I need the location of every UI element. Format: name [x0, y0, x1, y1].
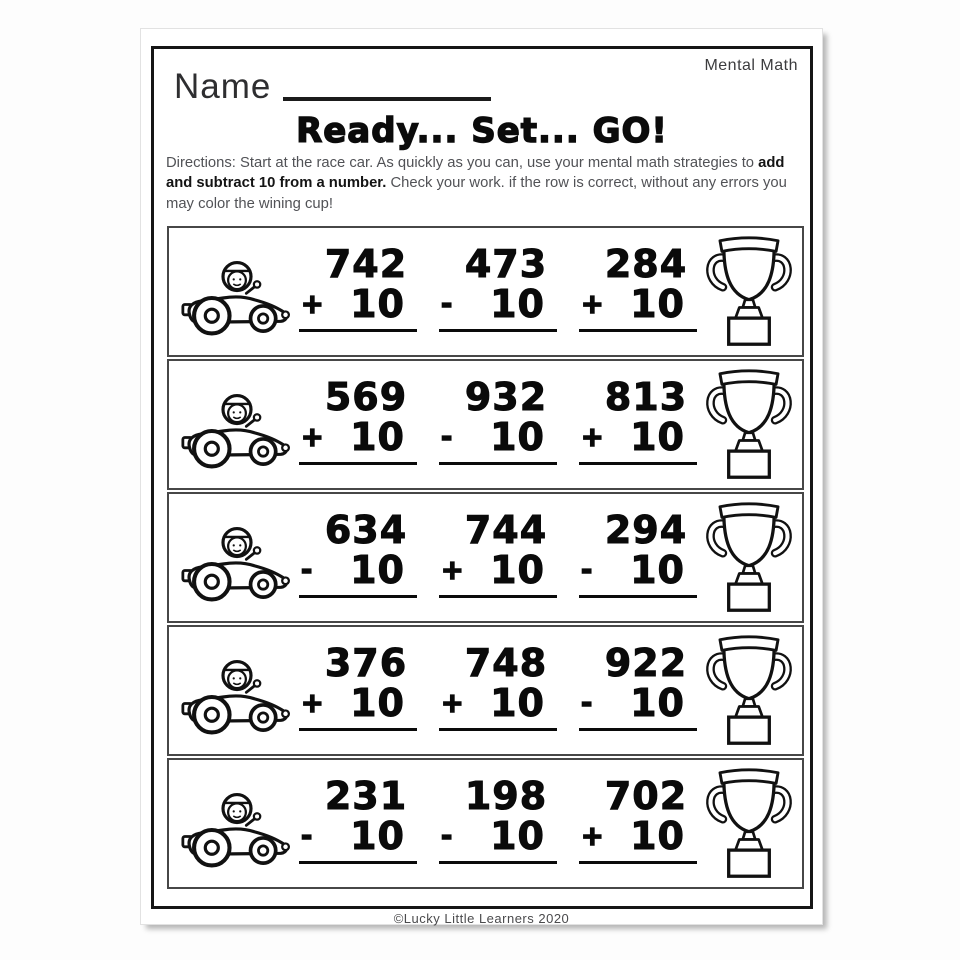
problem-operation-line: [299, 547, 417, 592]
problem-top-number: 922: [604, 640, 688, 685]
race-car-icon: [181, 788, 299, 872]
operator-sign: +: [301, 288, 324, 320]
operator-sign: -: [301, 820, 313, 852]
problem-bottom-number: 10: [350, 547, 405, 592]
problem-operation-line: [439, 281, 557, 326]
problem-bottom-number: 10: [630, 680, 685, 725]
worksheet-title: Ready... Set... GO!: [296, 111, 668, 151]
problem-top-number: 744: [464, 507, 548, 552]
answer-line[interactable]: [299, 861, 417, 864]
problem-operation-line: [439, 414, 557, 459]
answer-line[interactable]: [299, 329, 417, 332]
problem-bottom-number: 10: [490, 547, 545, 592]
math-problem: [299, 773, 417, 865]
operator-sign: +: [441, 687, 464, 719]
operator-sign: +: [441, 554, 464, 586]
race-car-icon: [181, 655, 299, 739]
directions-rest: Check your work. if the row is correct, without any errors you may color the wining cup!: [166, 175, 787, 212]
operator-sign: -: [441, 820, 453, 852]
problem-bottom-number: 10: [490, 813, 545, 858]
answer-line[interactable]: [439, 462, 557, 465]
problem-operation-line: [439, 547, 557, 592]
directions-text: [166, 153, 808, 214]
problem-row-1: [167, 226, 804, 357]
answer-line[interactable]: [299, 595, 417, 598]
math-problem: [299, 374, 417, 466]
trophy-icon[interactable]: [697, 233, 801, 351]
problem-top-number: 473: [464, 241, 548, 286]
problem-bottom-number: 10: [490, 281, 545, 326]
problem-top-number: 702: [604, 773, 688, 818]
answer-line[interactable]: [439, 595, 557, 598]
name-blank-line[interactable]: [283, 97, 491, 101]
problem-bottom-number: 10: [350, 813, 405, 858]
operator-sign: -: [581, 687, 593, 719]
math-problem: [579, 640, 697, 732]
name-row: [174, 69, 491, 104]
worksheet-border-frame: [151, 46, 813, 909]
answer-line[interactable]: [299, 462, 417, 465]
math-problem: [439, 640, 557, 732]
problem-bottom-number: 10: [350, 414, 405, 459]
math-problem: [439, 507, 557, 599]
problem-operation-line: [579, 813, 697, 858]
problem-top-number: 748: [464, 640, 548, 685]
problem-bottom-number: 10: [630, 281, 685, 326]
answer-line[interactable]: [579, 728, 697, 731]
race-car-icon: [181, 522, 299, 606]
problem-top-number: 742: [324, 241, 408, 286]
problem-group: [299, 241, 697, 333]
copyright-footer: ©Lucky Little Learners 2020: [393, 911, 570, 926]
trophy-icon[interactable]: [697, 499, 801, 617]
problem-row-4: [167, 625, 804, 756]
problem-top-number: 813: [604, 374, 688, 419]
trophy-icon[interactable]: [697, 366, 801, 484]
problem-top-number: 932: [464, 374, 548, 419]
problem-operation-line: [579, 547, 697, 592]
answer-line[interactable]: [439, 861, 557, 864]
problem-row-5: [167, 758, 804, 889]
problem-top-number: 376: [324, 640, 408, 685]
math-problem: [439, 374, 557, 466]
problem-top-number: 198: [464, 773, 548, 818]
problem-operation-line: [299, 813, 417, 858]
problem-bottom-number: 10: [350, 281, 405, 326]
math-problem: [299, 640, 417, 732]
problem-table: [167, 226, 804, 891]
operator-sign: +: [301, 687, 324, 719]
answer-line[interactable]: [439, 329, 557, 332]
problem-operation-line: [579, 281, 697, 326]
race-car-icon: [181, 389, 299, 473]
problem-row-3: [167, 492, 804, 623]
answer-line[interactable]: [579, 462, 697, 465]
problem-group: [299, 374, 697, 466]
problem-bottom-number: 10: [630, 414, 685, 459]
problem-top-number: 294: [604, 507, 688, 552]
worksheet-type-label: Mental Math: [704, 57, 798, 74]
problem-operation-line: [579, 414, 697, 459]
problem-bottom-number: 10: [490, 414, 545, 459]
operator-sign: -: [441, 421, 453, 453]
answer-line[interactable]: [579, 329, 697, 332]
answer-line[interactable]: [439, 728, 557, 731]
problem-bottom-number: 10: [350, 680, 405, 725]
math-problem: [579, 507, 697, 599]
math-problem: [579, 773, 697, 865]
operator-sign: +: [301, 421, 324, 453]
math-problem: [299, 241, 417, 333]
name-label: Name: [174, 67, 272, 106]
directions-intro: Directions: Start at the race car. As quickly as you can, use your mental math strategies to: [166, 155, 759, 171]
operator-sign: +: [581, 288, 604, 320]
problem-operation-line: [439, 680, 557, 725]
problem-top-number: 634: [324, 507, 408, 552]
worksheet-page: [140, 28, 823, 925]
problem-group: [299, 507, 697, 599]
problem-bottom-number: 10: [630, 547, 685, 592]
math-problem: [439, 241, 557, 333]
problem-operation-line: [299, 680, 417, 725]
answer-line[interactable]: [579, 861, 697, 864]
math-problem: [439, 773, 557, 865]
problem-row-2: [167, 359, 804, 490]
math-problem: [579, 241, 697, 333]
problem-operation-line: [579, 680, 697, 725]
operator-sign: -: [301, 554, 313, 586]
operator-sign: -: [581, 554, 593, 586]
math-problem: [299, 507, 417, 599]
problem-top-number: 569: [324, 374, 408, 419]
problem-group: [299, 773, 697, 865]
trophy-icon[interactable]: [697, 632, 801, 750]
answer-line[interactable]: [579, 595, 697, 598]
operator-sign: +: [581, 421, 604, 453]
problem-operation-line: [299, 414, 417, 459]
problem-operation-line: [439, 813, 557, 858]
directions-bold-phrase: add and subtract 10 from a number.: [166, 155, 785, 192]
problem-group: [299, 640, 697, 732]
problem-top-number: 231: [324, 773, 408, 818]
operator-sign: +: [581, 820, 604, 852]
problem-operation-line: [299, 281, 417, 326]
answer-line[interactable]: [299, 728, 417, 731]
operator-sign: -: [441, 288, 453, 320]
math-problem: [579, 374, 697, 466]
problem-bottom-number: 10: [630, 813, 685, 858]
problem-top-number: 284: [604, 241, 688, 286]
problem-bottom-number: 10: [490, 680, 545, 725]
race-car-icon: [181, 256, 299, 340]
trophy-icon[interactable]: [697, 765, 801, 883]
